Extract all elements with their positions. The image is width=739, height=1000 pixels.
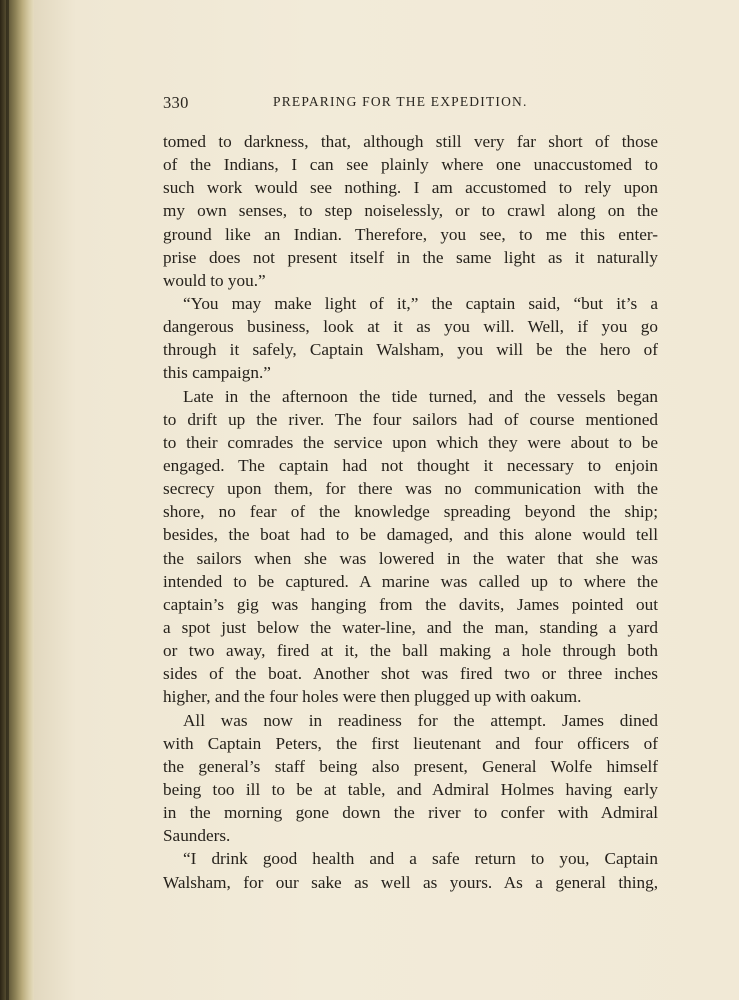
page-header bbox=[163, 93, 658, 117]
text-line: would to you.” bbox=[163, 270, 266, 290]
text-line: prise does not present itself in the same light as it naturally bbox=[163, 247, 658, 267]
text-line: higher, and the four holes were then plugged up with oakum. bbox=[163, 687, 582, 707]
text-line: dangerous business, look at it as you will. Well, if you go bbox=[163, 317, 658, 337]
text-line: secrecy upon them, for there was no communication with the bbox=[163, 479, 658, 499]
text-line: Walsham, for our sake as well as yours. As a general thing, bbox=[163, 872, 658, 892]
text-line: tomed to darkness, that, although still very far short of those bbox=[163, 132, 658, 151]
text-line: in the morning gone down the river to confer with Admiral bbox=[163, 803, 658, 823]
text-line: shore, no fear of the knowledge spreading beyond the ship; bbox=[163, 502, 658, 522]
text-line: with Captain Peters, the first lieutenant and four officers of bbox=[163, 733, 658, 753]
text-line: “I drink good health and a safe return to you, Captain bbox=[183, 849, 658, 869]
text-line: or two away, fired at it, the ball making a hole through both bbox=[163, 641, 658, 661]
body-text bbox=[163, 130, 658, 894]
text-line: captain’s gig was hanging from the davits, James pointed out bbox=[163, 594, 658, 614]
text-line: through it safely, Captain Walsham, you will be the hero of bbox=[163, 340, 658, 360]
page-number: 330 bbox=[163, 93, 189, 112]
text-line: All was now in readiness for the attempt. James dined bbox=[183, 710, 658, 730]
text-line: the general’s staff being also present, General Wolfe himself bbox=[163, 756, 658, 776]
text-line: a spot just below the water-line, and the man, standing a yard bbox=[163, 617, 658, 637]
text-line: sides of the boat. Another shot was fired two or three inches bbox=[163, 664, 658, 684]
text-line: such work would see nothing. I am accustomed to rely upon bbox=[163, 178, 658, 198]
text-line: of the Indians, I can see plainly where one unaccustomed to bbox=[163, 155, 658, 175]
text-line: to their comrades the service upon which they were about to be bbox=[163, 432, 658, 452]
text-line: besides, the boat had to be damaged, and this alone would tell bbox=[163, 525, 658, 545]
text-line: “You may make light of it,” the captain said, “but it’s a bbox=[183, 293, 658, 313]
text-line: being too ill to be at table, and Admiral Holmes having early bbox=[163, 779, 658, 799]
text-line: engaged. The captain had not thought it necessary to enjoin bbox=[163, 455, 658, 475]
text-line: Saunders. bbox=[163, 826, 231, 846]
text-line: intended to be captured. A marine was called up to where the bbox=[163, 571, 658, 591]
text-line: the sailors when she was lowered in the water that she was bbox=[163, 548, 658, 568]
text-line: my own senses, to step noiselessly, or to crawl along on the bbox=[163, 201, 658, 221]
running-head: PREPARING FOR THE EXPEDITION. bbox=[273, 94, 528, 109]
binding-edge bbox=[6, 0, 9, 1000]
book-binding bbox=[0, 0, 34, 1000]
text-line: Late in the afternoon the tide turned, and the vessels began bbox=[183, 386, 658, 406]
text-line: ground like an Indian. Therefore, you see, to me this enter- bbox=[163, 224, 658, 244]
text-line: this campaign.” bbox=[163, 363, 271, 383]
text-line: to drift up the river. The four sailors had of course mentioned bbox=[163, 409, 658, 429]
